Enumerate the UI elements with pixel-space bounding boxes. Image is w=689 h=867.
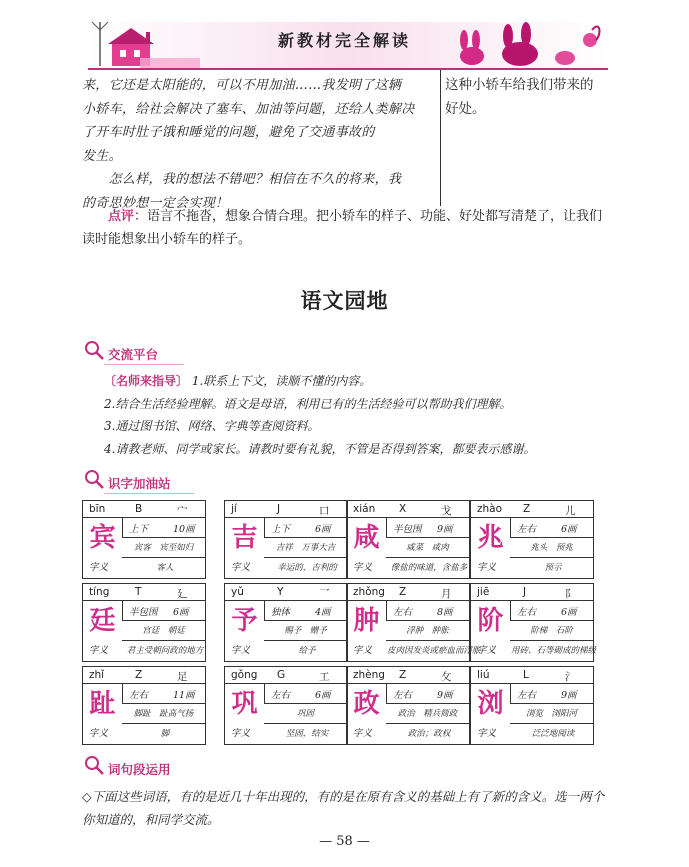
meaning-row [224, 641, 348, 662]
heading-underline [104, 493, 194, 494]
card-header-row [82, 583, 206, 601]
meaning: 脚 [160, 729, 170, 739]
character-card [82, 583, 206, 662]
card-header-row [224, 666, 348, 684]
character-card [346, 583, 481, 662]
meaning-label: 字义 [477, 728, 497, 739]
page-number: — 58 — [319, 834, 370, 849]
meaning-row [470, 558, 594, 579]
structure: 半包围 [129, 607, 158, 618]
pinyin: jiē [477, 586, 490, 598]
main-character: 宾 [82, 518, 122, 558]
meaning: 皮肉因发炎或瘀血而浮胀 [387, 646, 481, 656]
essay-column-divider [440, 70, 441, 206]
meaning: 预示 [544, 563, 562, 573]
magnifier-icon [84, 755, 106, 777]
essay-line: 发生。 [82, 148, 122, 164]
structure-row [510, 684, 594, 704]
section-title: 语文园地 [300, 288, 389, 313]
radical: 氵 [565, 671, 576, 683]
stroke-count: 9画 [561, 690, 577, 701]
character-card [224, 500, 348, 579]
pinyin: liú [477, 669, 490, 681]
word-examples: 浏览 浏阳河 [510, 704, 594, 724]
stroke-count: 6画 [315, 690, 331, 701]
radical: 阝 [565, 588, 576, 600]
meaning-row [346, 724, 470, 745]
initial-letter: Z [399, 669, 407, 681]
stroke-count: 6画 [561, 524, 577, 535]
word-examples: 政治 精兵简政 [386, 704, 470, 724]
structure: 左右 [393, 607, 413, 618]
card-header-row [346, 500, 470, 518]
stroke-count: 6画 [315, 524, 331, 535]
character-card [470, 583, 597, 662]
meaning: 像盐的味道，含盐多 [390, 563, 468, 573]
structure: 上下 [129, 524, 149, 535]
structure-row [122, 601, 206, 621]
header-rule [88, 68, 608, 70]
meaning: 幸运的，吉利的 [277, 563, 337, 573]
initial-letter: T [135, 586, 142, 598]
character-card [346, 500, 470, 579]
character-card [82, 666, 206, 745]
word-examples: 脚趾 趾高气扬 [122, 704, 206, 724]
character-card [470, 666, 594, 745]
word-examples: 巩固 [264, 704, 348, 724]
initial-letter: Z [523, 503, 531, 515]
meaning-row [224, 558, 348, 579]
card-header-row [224, 500, 348, 518]
list-label: 〔名师来指导〕 [104, 374, 189, 388]
essay-line: 的奇思妙想一定会实现！ [82, 195, 229, 211]
pinyin: xián [353, 503, 376, 515]
initial-letter: J [523, 586, 527, 598]
stroke-count: 9画 [437, 524, 453, 535]
meaning: 泛泛地阅读 [531, 729, 575, 739]
stroke-count: 6画 [173, 607, 189, 618]
essay-line: 怎么样，我的想法不错吧？相信在不久的将来，我 [82, 172, 402, 187]
structure-row [510, 518, 594, 538]
character-card [346, 666, 470, 745]
card-header-row [346, 583, 470, 601]
main-character: 廷 [82, 601, 122, 641]
structure-row [386, 684, 470, 704]
initial-letter: L [523, 669, 529, 681]
literacy-heading: 识字加油站 [108, 476, 171, 491]
heading-underline [104, 364, 184, 365]
character-card [470, 500, 594, 579]
magnifier-icon [84, 340, 106, 362]
meaning-label: 字义 [231, 562, 251, 573]
pinyin: yǔ [231, 586, 244, 598]
card-header-row [82, 500, 206, 518]
meaning-label: 字义 [89, 728, 109, 739]
main-character: 巩 [224, 684, 264, 724]
main-character: 咸 [346, 518, 386, 558]
initial-letter: G [277, 669, 286, 681]
radical: 宀 [177, 505, 188, 517]
stroke-count: 4画 [315, 607, 331, 618]
radical: 攵 [441, 671, 452, 683]
meaning: 给予 [298, 646, 316, 656]
radical: 乛 [319, 588, 330, 600]
character-card [82, 500, 206, 579]
meaning-row [82, 724, 206, 745]
initial-letter: Z [135, 669, 143, 681]
structure: 左右 [393, 690, 413, 701]
stroke-count: 11画 [173, 690, 195, 701]
structure-row [264, 601, 348, 621]
pinyin: bīn [89, 503, 106, 515]
structure-row [386, 601, 470, 621]
structure-row [122, 684, 206, 704]
meaning-label: 字义 [353, 645, 373, 656]
radical: 廴 [177, 588, 188, 600]
pinyin: zhào [477, 503, 503, 515]
stroke-count: 10画 [173, 524, 195, 535]
card-header-row [346, 666, 470, 684]
word-examples: 宾客 宾至如归 [122, 538, 206, 558]
radical: 工 [319, 671, 330, 683]
initial-letter: Z [399, 586, 407, 598]
pinyin: zhǐ [89, 669, 105, 681]
list-item: 4.请教老师、同学或家长。请教时要有礼貌，不管是否得到答案，都要表示感谢。 [104, 441, 536, 456]
character-card [224, 583, 348, 662]
word-examples: 赐予 赠予 [264, 621, 348, 641]
list-item: 3.通过图书馆、网络、字典等查阅资料。 [104, 419, 320, 433]
main-character: 兆 [470, 518, 510, 558]
meaning-row [470, 641, 597, 662]
list-item: 〔名师来指导〕 1.联系上下文，读顺不懂的内容。 [104, 374, 372, 388]
comment-paragraph [82, 205, 612, 251]
meaning: 君主受朝问政的地方 [126, 646, 204, 656]
list-item: 2.结合生活经验理解。语文是母语，利用已有的生活经验可以帮助我们理解。 [104, 396, 512, 411]
main-character: 阶 [470, 601, 510, 641]
words-heading: 词句段运用 [108, 762, 171, 777]
card-header-row [470, 666, 594, 684]
word-examples: 吉祥 万事大吉 [264, 538, 348, 558]
meaning-row [82, 641, 206, 662]
structure: 左右 [517, 607, 537, 618]
words-instruction: ◇下面这些词语，有的是近几十年出现的，有的是在原有含义的基础上有了新的含义。选一两个你知道的，和同学交流。 [82, 789, 605, 827]
essay-left-column [82, 74, 434, 215]
main-character: 予 [224, 601, 264, 641]
initial-letter: X [399, 503, 407, 515]
comment-tag: 点评 [108, 209, 135, 224]
stroke-count: 9画 [437, 690, 453, 701]
structure-row [122, 518, 206, 538]
essay-line: 好处。 [445, 100, 486, 117]
pinyin: zhǒng [353, 586, 385, 598]
meaning: 用砖、石等砌成的梯级 [511, 646, 597, 656]
meaning-row [224, 724, 348, 745]
essay-line: 这种小轿车给我们带来的 [445, 77, 594, 93]
structure: 独体 [271, 607, 291, 618]
radical: 足 [177, 671, 188, 683]
card-header-row [82, 666, 206, 684]
character-card [224, 666, 348, 745]
meaning-label: 字义 [477, 645, 497, 656]
meaning-label: 字义 [231, 728, 251, 739]
pinyin: zhèng [353, 669, 385, 681]
exchange-heading: 交流平台 [108, 347, 159, 362]
structure: 左右 [517, 524, 537, 535]
meaning-label: 字义 [353, 728, 373, 739]
meaning: 政治；政权 [407, 729, 451, 739]
main-character: 浏 [470, 684, 510, 724]
structure: 左右 [517, 690, 537, 701]
essay-line: 来，它还是太阳能的，可以不用加油……我发明了这辆 [82, 78, 402, 93]
structure-row [264, 684, 348, 704]
header-title: 新教材完全解读 [277, 31, 411, 50]
radical: 儿 [565, 505, 576, 517]
structure-row [264, 518, 348, 538]
meaning-label: 字义 [477, 562, 497, 573]
meaning-label: 字义 [231, 645, 251, 656]
main-character: 吉 [224, 518, 264, 558]
meaning-row [470, 724, 594, 745]
card-header-row [470, 500, 594, 518]
structure: 半包围 [393, 524, 422, 535]
radical: 口 [319, 505, 330, 517]
meaning: 客人 [156, 563, 174, 573]
pinyin: tíng [89, 586, 110, 598]
meaning-row [346, 641, 481, 662]
meaning-label: 字义 [89, 645, 109, 656]
structure: 左右 [129, 690, 149, 701]
structure-row [510, 601, 594, 621]
stroke-count: 6画 [561, 607, 577, 618]
word-examples: 咸菜 咸肉 [386, 538, 470, 558]
card-header-row [470, 583, 594, 601]
initial-letter: Y [277, 586, 284, 598]
radical: 月 [441, 588, 452, 600]
pinyin: jí [231, 503, 237, 515]
meaning-label: 字义 [89, 562, 109, 573]
exchange-list [104, 370, 624, 460]
main-character: 趾 [82, 684, 122, 724]
main-character: 政 [346, 684, 386, 724]
main-character: 肿 [346, 601, 386, 641]
pinyin: gǒng [231, 669, 258, 681]
card-header-row [224, 583, 348, 601]
word-examples: 宫廷 朝廷 [122, 621, 206, 641]
stroke-count: 8画 [437, 607, 453, 618]
essay-line: 小轿车，给社会解决了塞车、加油等问题，还给人类解决 [82, 101, 415, 117]
essay-line: 了开车时肚子饿和睡觉的问题，避免了交通事故的 [82, 125, 375, 140]
structure: 左右 [271, 690, 291, 701]
structure: 上下 [271, 524, 291, 535]
meaning-label: 字义 [353, 562, 373, 573]
meaning: 坚固，结实 [285, 729, 329, 739]
essay-right-column [445, 74, 610, 121]
initial-letter: J [277, 503, 281, 515]
structure-row [386, 518, 470, 538]
meaning-row [82, 558, 206, 579]
meaning-row [346, 558, 470, 579]
word-examples: 兆头 预兆 [510, 538, 594, 558]
initial-letter: B [135, 503, 143, 515]
radical: 戈 [441, 505, 452, 517]
magnifier-icon [84, 469, 106, 491]
word-examples: 浮肿 肿胀 [386, 621, 470, 641]
comment-text: ：语言不拖沓，想象合情合理。把小轿车的样子、功能、好处都写清楚了，让我们读时能想象出小轿车的样子。 [82, 209, 603, 247]
word-examples: 阶梯 石阶 [510, 621, 594, 641]
